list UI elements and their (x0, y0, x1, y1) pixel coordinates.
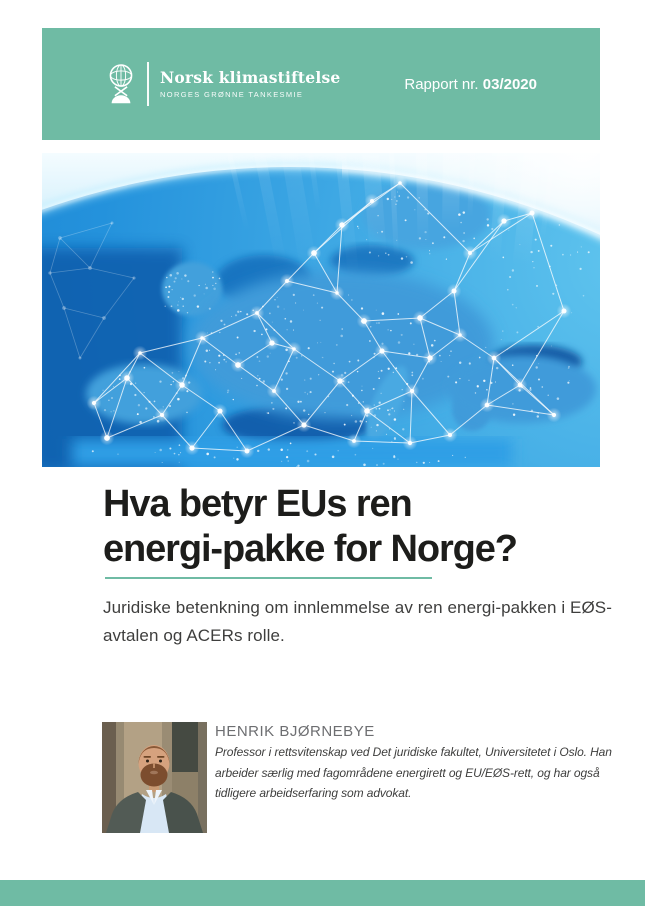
author-photo (102, 722, 207, 833)
earth-network-illustration (42, 153, 600, 467)
page-title-line1: Hva betyr EUs ren (103, 483, 412, 525)
cover-illustration (42, 153, 600, 467)
title-underline (105, 577, 432, 579)
portrait-image (102, 722, 207, 833)
footer-band (0, 880, 645, 906)
page-title (103, 482, 623, 572)
author-bio: Professor i rettsvitenskap ved Det juridiske fakultet, Universitetet i Oslo. Han arbeider særlig med fagområdene energirett og EU/EØS-rett, og har også tidligere arbeidserfaring som advokat. (215, 745, 612, 800)
page-title-line2: energi-pakke for Norge? (103, 528, 517, 570)
header-band (42, 28, 600, 140)
logo-tagline: NORGES GRØNNE TANKESMIE (160, 90, 304, 100)
logo-title: Norsk klimastiftelse (160, 67, 341, 87)
globe-hourglass-icon (105, 63, 137, 105)
report-number (404, 76, 537, 93)
logo-divider (147, 62, 149, 106)
author-name: HENRIK BJØRNEBYE (215, 723, 375, 740)
logo-text (160, 69, 340, 99)
report-number-label: Rapport nr. (404, 75, 479, 93)
report-number-value: 03/2020 (482, 75, 537, 93)
organization-logo (105, 62, 340, 106)
page-subtitle: Juridiske betenkning om innlemmelse av ren energi-pakken i EØS-avtalen og ACERs rolle. (103, 598, 612, 645)
